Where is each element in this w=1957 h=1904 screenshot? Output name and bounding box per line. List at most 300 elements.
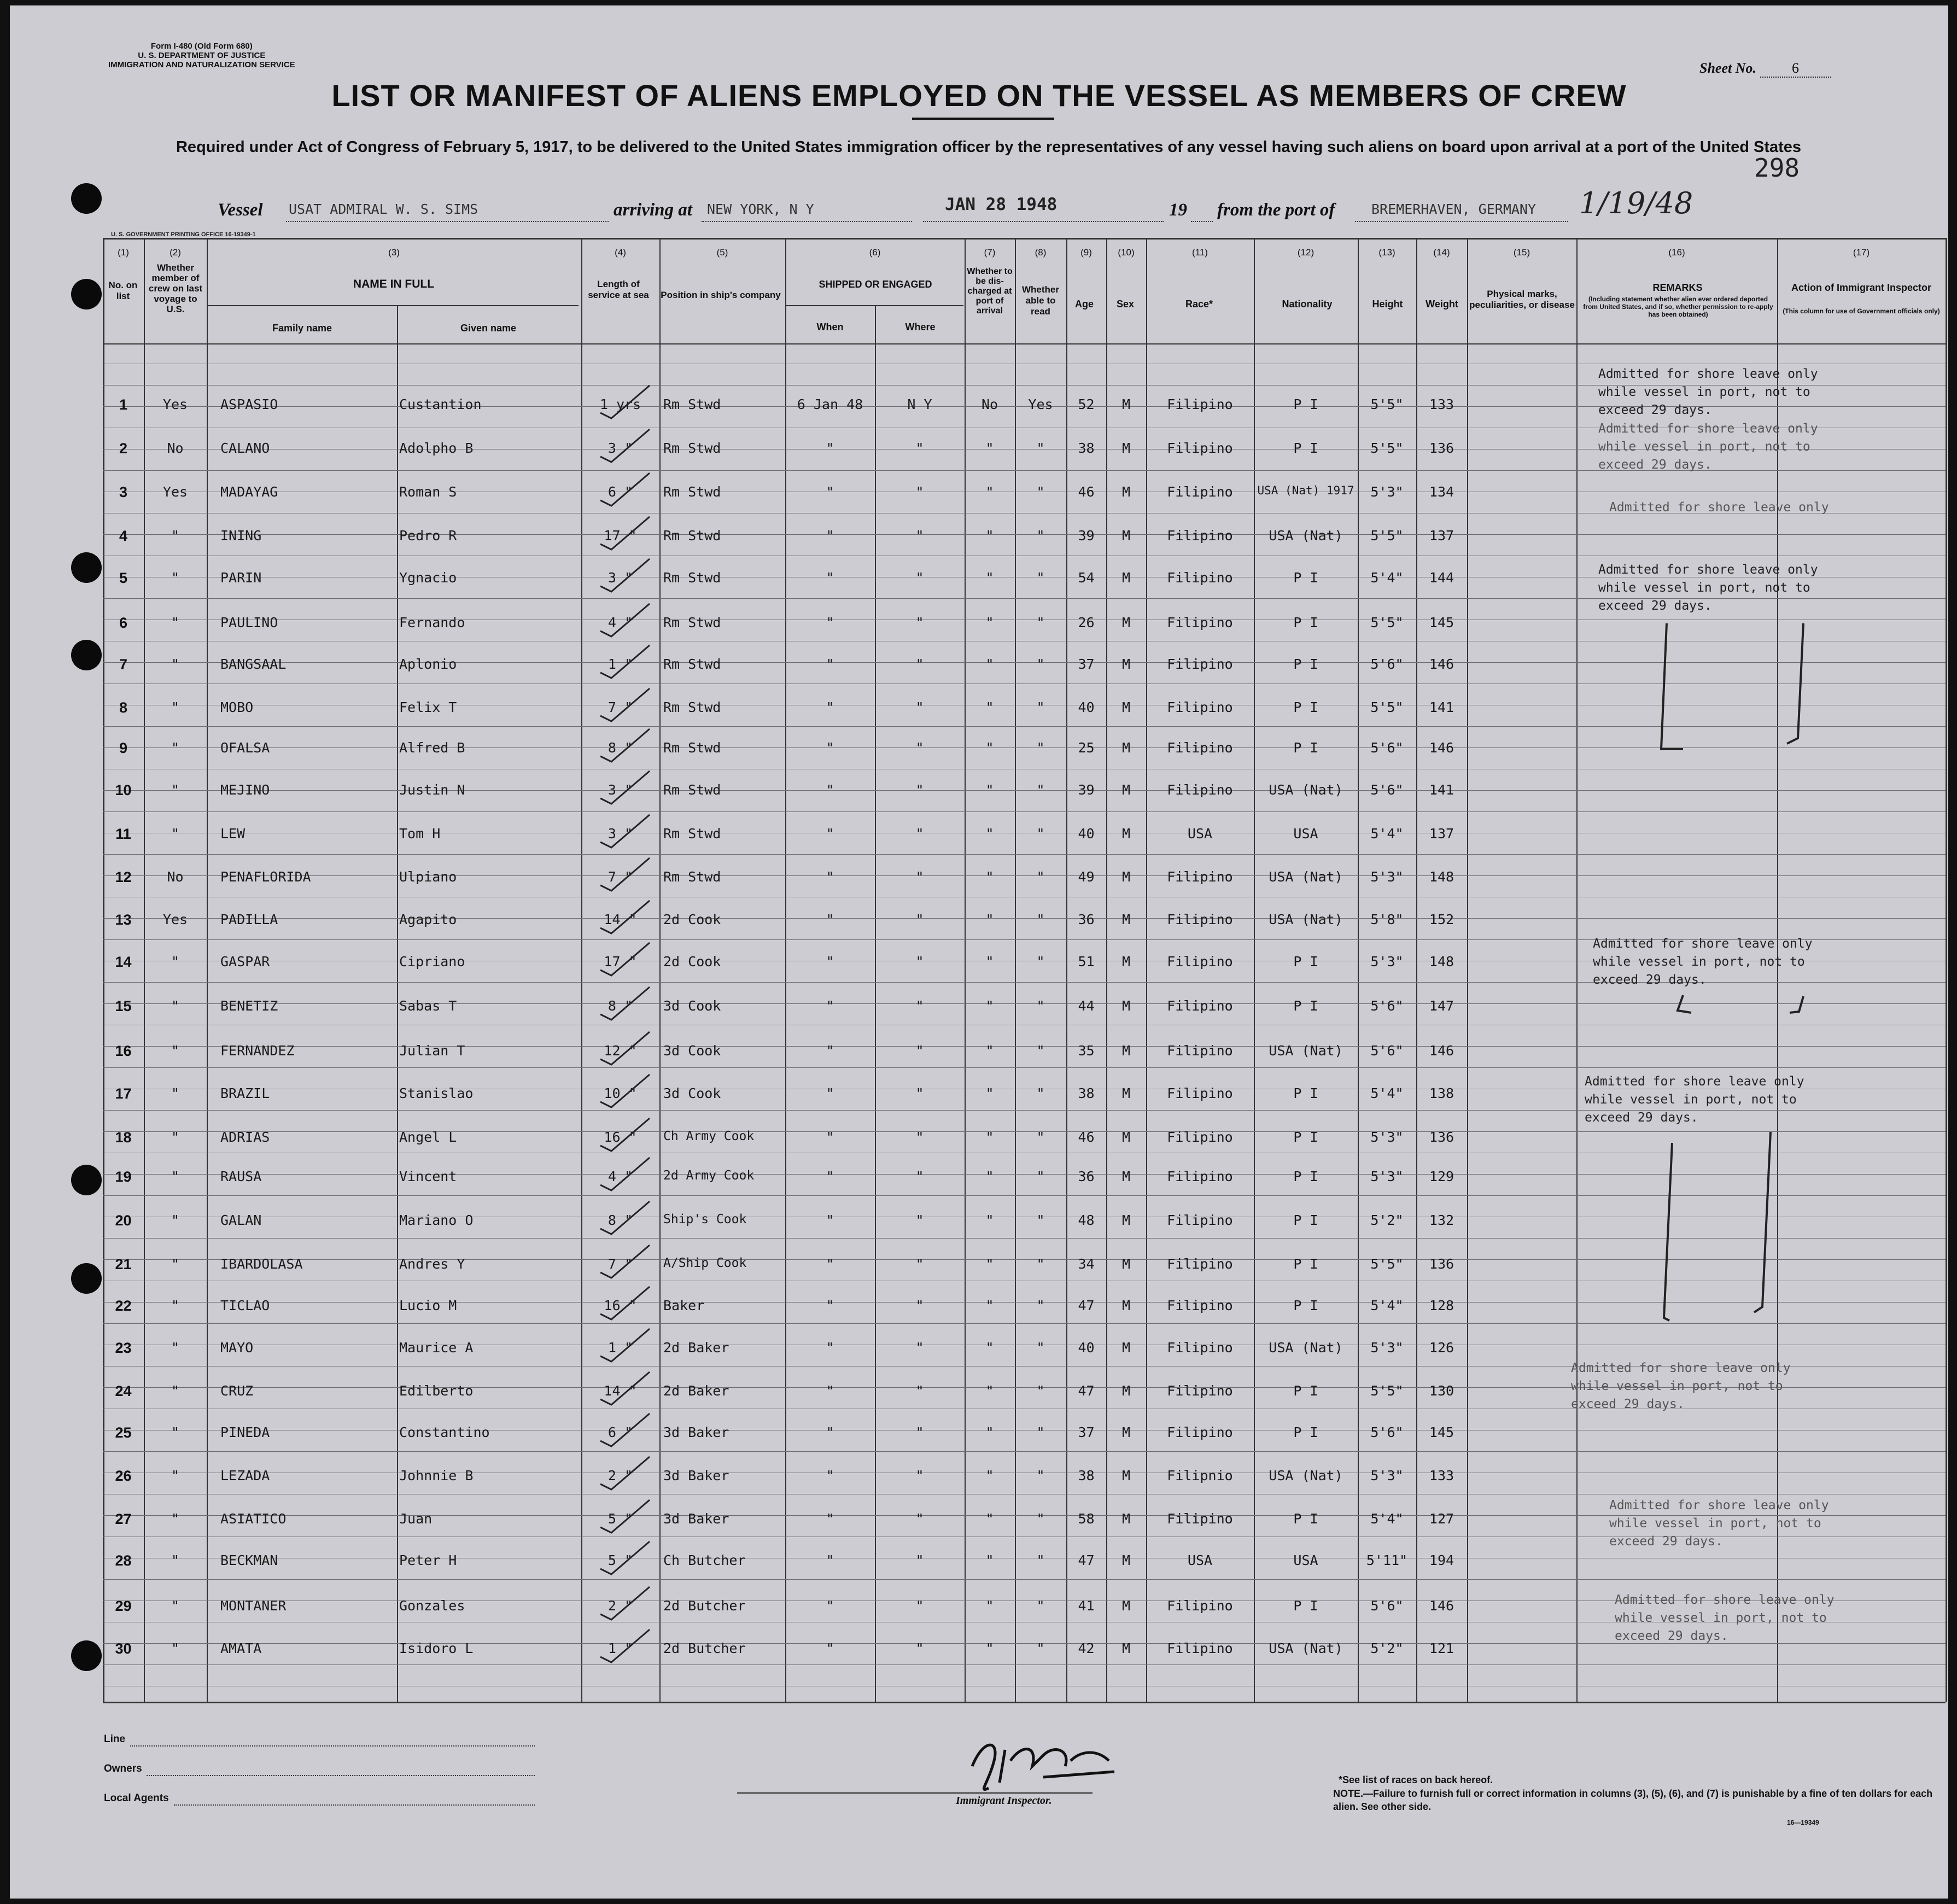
handwritten-date: 1/19/48 [1579,186,1693,220]
cell-race: Filipino [1167,484,1233,500]
cell-position: Rm Stwd [663,396,721,412]
hdr-whether-member: Whether member of crew on last voyage to U.S. [148,262,203,314]
cell-nat: P I [1293,1298,1318,1313]
cell-read: " [1036,740,1045,756]
cell-position: A/Ship Cook [663,1256,747,1270]
column-number: (6) [869,247,881,258]
cell-age: 40 [1078,1340,1095,1356]
column-number: (11) [1192,247,1208,258]
remark-stamp: Admitted for shore leave only while vessel in port, not to exceed 29 days. [1615,1593,1835,1643]
arriving-label: arriving at [614,200,692,220]
cell-weight: 134 [1429,484,1454,500]
punch-hole [71,183,102,214]
cell-read: " [1036,440,1045,456]
cell-when: " [826,1212,834,1228]
cell-height: 5'3" [1370,484,1404,500]
cell-height: 5'5" [1370,1256,1404,1272]
cell-member: Yes [162,912,188,927]
cell-nat: P I [1293,954,1318,969]
cell-given: Roman S [399,484,457,500]
column-number: (2) [170,247,181,258]
cell-n: 1 [119,396,128,413]
cell-weight: 145 [1429,1424,1454,1440]
year-label: 19 [1169,200,1187,220]
cell-given: Sabas T [399,998,457,1014]
cell-n: 20 [115,1212,132,1229]
cell-n: 8 [119,699,128,716]
cell-when: " [826,699,834,715]
from-port-label: from the port of [1217,200,1335,220]
cell-member: " [171,1340,180,1356]
cell-member: " [171,699,180,715]
cell-position: Rm Stwd [663,484,721,500]
cell-n: 25 [115,1424,132,1441]
cell-when: " [826,440,834,456]
cell-age: 46 [1078,484,1095,500]
cell-given: Juan [399,1511,433,1527]
cell-member: " [171,1085,180,1101]
cell-service: 7 " [607,869,633,885]
form-identifier [108,42,295,69]
cell-height: 5'6" [1370,782,1404,798]
cell-disch: " [985,1256,994,1272]
cell-weight: 121 [1429,1640,1454,1656]
cell-position: Ship's Cook [663,1212,747,1226]
cell-when: " [826,656,834,672]
cell-race: Filipino [1167,1256,1233,1272]
cell-sex: M [1121,954,1131,969]
cell-given: Angel L [399,1129,457,1145]
cell-read: " [1036,570,1045,586]
remark-stamp: Admitted for shore leave only while vessel in port, not to exceed 29 days. [1593,937,1813,987]
cell-position: 3d Cook [663,1085,721,1101]
cell-sex: M [1121,656,1131,672]
cell-where: " [915,782,924,798]
cell-family: GALAN [220,1212,262,1228]
cell-family: FERNANDEZ [220,1043,295,1059]
cell-weight: 132 [1429,1212,1454,1228]
cell-read: " [1036,656,1045,672]
cell-when: " [826,782,834,798]
cell-member: " [171,615,180,630]
cell-weight: 152 [1429,912,1454,927]
year-dotline [1191,220,1213,222]
signature-rule [737,1792,1093,1794]
cell-nat: P I [1293,699,1318,715]
cell-family: RAUSA [220,1169,262,1184]
cell-sex: M [1121,615,1131,630]
cell-member: " [171,1043,180,1059]
cell-race: Filipino [1167,1043,1233,1059]
remark-stamp: Admitted for shore leave only while vessel in port, not to exceed 29 days. [1585,1074,1804,1125]
cell-n: 4 [119,528,128,544]
cell-family: MOBO [220,699,254,715]
vessel-name: USAT ADMIRAL W. S. SIMS [289,201,478,217]
vessel-label: Vessel [218,200,263,220]
cell-height: 5'5" [1370,440,1404,456]
cell-disch: No [981,396,998,412]
remark-stamp: Admitted for shore leave only while vessel in port, not to exceed 29 days. [1598,563,1818,613]
cell-read: " [1036,1085,1045,1101]
cell-nat: USA (Nat) [1269,1043,1343,1059]
cell-service: 10 " [604,1085,637,1101]
cell-member: " [171,740,180,756]
column-number: (14) [1433,247,1450,258]
cell-race: Filipino [1167,912,1233,927]
cell-family: LEW [220,826,246,842]
cell-weight: 126 [1429,1340,1454,1356]
cell-disch: " [985,528,994,544]
gpo-line: U. S. GOVERNMENT PRINTING OFFICE 16-19349-1 [111,231,256,238]
sheet-number-value: 6 [1760,60,1831,78]
cell-member: " [171,1212,180,1228]
cell-given: Stanislao [399,1085,474,1101]
column-number: (1) [118,247,129,258]
cell-position: 3d Baker [663,1468,729,1484]
cell-nat: P I [1293,1212,1318,1228]
cell-where: " [915,826,924,842]
hdr-sex: Sex [1116,299,1135,309]
cell-member: " [171,528,180,544]
cell-disch: " [985,615,994,630]
cell-read: " [1036,615,1045,630]
hdr-position: Position in ship's company [661,290,781,300]
cell-disch: " [985,826,994,842]
punch-hole [71,1263,102,1294]
agents-dotline [174,1803,535,1806]
cell-service: 8 " [607,740,633,756]
cell-family: MADAYAG [220,484,278,500]
column-number: (8) [1035,247,1047,258]
cell-race: Filipino [1167,615,1233,630]
cell-family: BECKMAN [220,1552,278,1568]
cell-service: 17 " [604,528,637,544]
cell-family: ADRIAS [220,1129,270,1145]
cell-sex: M [1121,869,1131,885]
cell-weight: 129 [1429,1169,1454,1184]
cell-race: Filipino [1167,699,1233,715]
cell-n: 29 [115,1598,132,1614]
line-dotline [130,1744,535,1747]
cell-family: BENETIZ [220,998,278,1014]
cell-age: 47 [1078,1298,1095,1313]
cell-family: PARIN [220,570,262,586]
cell-nat: P I [1293,1256,1318,1272]
cell-service: 17 " [604,954,637,969]
cell-member: " [171,1468,180,1484]
from-port-dotline [1355,220,1568,222]
cell-service: 1 " [607,656,633,672]
cell-read: " [1036,1640,1045,1656]
cell-given: Julian T [399,1043,465,1059]
cell-height: 5'2" [1370,1212,1404,1228]
cell-service: 6 " [607,484,633,500]
cell-where: " [915,1129,924,1145]
cell-race: Filipino [1167,1511,1233,1527]
cell-age: 40 [1078,826,1095,842]
cell-height: 5'3" [1370,954,1404,969]
cell-service: 8 " [607,998,633,1014]
cell-given: Agapito [399,912,457,927]
cell-race: USA [1187,826,1213,842]
cell-position: Rm Stwd [663,570,721,586]
penalty-note: NOTE.—Failure to furnish full or correct information in columns (3), (5), (6), and (7) is punishable by a fine of ten dollars for each alien. See other side. [1333,1788,1933,1812]
cell-member: " [171,570,180,586]
cell-n: 7 [119,656,128,673]
cell-weight: 194 [1429,1552,1454,1568]
cell-age: 37 [1078,656,1095,672]
cell-height: 5'3" [1370,1468,1404,1484]
cell-when: " [826,1169,834,1184]
cell-n: 6 [119,615,128,631]
sheet-label: Sheet No. [1699,60,1756,76]
stamp-number: 298 [1754,153,1800,183]
arriving-port: NEW YORK, N Y [707,201,814,217]
hdr-remarks: REMARKS [1652,282,1703,293]
cell-member: Yes [162,484,188,500]
remark-stamp: Admitted for shore leave only while vessel in port, not to exceed 29 days. [1609,1498,1829,1549]
cell-position: 2d Baker [663,1340,729,1356]
service-name: IMMIGRATION AND NATURALIZATION SERVICE [108,60,295,69]
cell-read: " [1036,699,1045,715]
cell-member: " [171,1298,180,1313]
cell-given: Johnnie B [399,1468,474,1484]
cell-age: 36 [1078,1169,1095,1184]
cell-sex: M [1121,1511,1131,1527]
cell-height: 5'5" [1370,615,1404,630]
cell-n: 2 [119,440,128,457]
cell-sex: M [1121,1598,1131,1614]
cell-nat: USA (Nat) 1917 [1257,484,1354,497]
column-rule [1946,238,1947,1702]
hdr-length-service: Length of service at sea [588,279,649,300]
cell-family: INING [220,528,262,544]
cell-nat: USA (Nat) [1269,1468,1343,1484]
cell-age: 36 [1078,912,1095,927]
hdr-discharged: Whether to be dis-charged at port of arrival [967,267,1013,316]
cell-sex: M [1121,912,1131,927]
cell-n: 12 [115,869,132,885]
cell-where: " [915,869,924,885]
cell-read: " [1036,782,1045,798]
cell-disch: " [985,699,994,715]
column-number: (3) [388,247,400,258]
cell-sex: M [1121,1383,1131,1399]
cell-age: 39 [1078,528,1095,544]
cell-age: 40 [1078,699,1095,715]
cell-height: 5'8" [1370,912,1404,927]
cell-sex: M [1121,1468,1131,1484]
cell-age: 44 [1078,998,1095,1014]
cell-weight: 136 [1429,440,1454,456]
cell-nat: P I [1293,1424,1318,1440]
cell-disch: " [985,998,994,1014]
cell-where: N Y [907,396,932,412]
ledger-rule [103,1664,1946,1665]
cell-where: " [915,1383,924,1399]
cell-where: " [915,699,924,715]
cell-when: " [826,1256,834,1272]
cell-position: Rm Stwd [663,782,721,798]
cell-age: 38 [1078,440,1095,456]
cell-nat: USA (Nat) [1269,869,1343,885]
cell-n: 30 [115,1640,132,1657]
cell-given: Felix T [399,699,457,715]
cell-nat: USA [1293,1552,1318,1568]
cell-age: 42 [1078,1640,1095,1656]
cell-given: Adolpho B [399,440,474,456]
name-header-rule [207,305,579,306]
cell-service: 3 " [607,570,633,586]
cell-height: 5'4" [1370,1298,1404,1313]
cell-family: GASPAR [220,954,270,969]
cell-position: Rm Stwd [663,440,721,456]
cell-when: " [826,484,834,500]
cell-where: " [915,528,924,544]
cell-nat: USA (Nat) [1269,782,1343,798]
cell-race: Filipino [1167,1298,1233,1313]
inspector-label: Immigrant Inspector. [956,1795,1052,1807]
cell-age: 39 [1078,782,1095,798]
cell-disch: " [985,1129,994,1145]
cell-sex: M [1121,528,1131,544]
cell-weight: 137 [1429,826,1454,842]
date-dotline [923,220,1164,222]
cell-service: 7 " [607,699,633,715]
owners-label: Owners [104,1763,142,1774]
cell-age: 49 [1078,869,1095,885]
cell-height: 5'11" [1366,1552,1408,1568]
cell-where: " [915,1085,924,1101]
cell-race: Filipino [1167,998,1233,1014]
cell-height: 5'5" [1370,699,1404,715]
hdr-family-name: Family name [272,323,332,334]
cell-sex: M [1121,782,1131,798]
cell-height: 5'3" [1370,869,1404,885]
column-number: (10) [1118,247,1135,258]
cell-position: 3d Cook [663,1043,721,1059]
cell-where: " [915,1511,924,1527]
cell-weight: 127 [1429,1511,1454,1527]
cell-age: 52 [1078,396,1095,412]
column-rule [1467,238,1468,1702]
cell-n: 17 [115,1085,132,1102]
cell-position: Baker [663,1298,705,1313]
cell-where: " [915,1340,924,1356]
cell-given: Constantino [399,1424,490,1440]
hdr-height: Height [1372,299,1403,309]
department-name: U. S. DEPARTMENT OF JUSTICE [138,51,266,60]
cell-n: 11 [115,826,131,842]
cell-service: 14 " [604,1383,637,1399]
ledger-rule [103,1451,1946,1452]
cell-position: Ch Army Cook [663,1129,755,1143]
cell-where: " [915,1298,924,1313]
cell-height: 5'3" [1370,1169,1404,1184]
arriving-dotline [702,220,912,222]
cell-service: 5 " [607,1511,633,1527]
cell-disch: " [985,1598,994,1614]
cell-given: Custantion [399,396,482,412]
cell-when: " [826,1511,834,1527]
cell-height: 5'4" [1370,1511,1404,1527]
cell-position: 3d Cook [663,998,721,1014]
cell-sex: M [1121,826,1131,842]
cell-race: Filipino [1167,1085,1233,1101]
cell-when: " [826,1043,834,1059]
column-number: (15) [1513,247,1530,258]
cell-position: Ch Butcher [663,1552,746,1568]
cell-disch: " [985,1212,994,1228]
cell-sex: M [1121,1298,1131,1313]
cell-n: 24 [115,1383,132,1399]
cell-read: " [1036,484,1045,500]
cell-family: TICLAO [220,1298,270,1313]
cell-when: " [826,869,834,885]
cell-member: No [167,869,184,885]
cell-age: 47 [1078,1383,1095,1399]
cell-weight: 141 [1429,782,1454,798]
cell-service: 5 " [607,1552,633,1568]
cell-sex: M [1121,1212,1131,1228]
cell-when: " [826,1129,834,1145]
cell-where: " [915,1468,924,1484]
table-top-rule [103,238,1946,240]
cell-family: ASIATICO [220,1511,287,1527]
cell-n: 5 [119,570,128,586]
cell-height: 5'5" [1370,1383,1404,1399]
cell-where: " [915,1256,924,1272]
cell-when: " [826,912,834,927]
page-subtitle: Required under Act of Congress of February 5, 1917, to be delivered to the United States immigration officer by the representatives of any vessel having such aliens on board upon arrival at a port of the United States [176,138,1802,156]
cell-family: PINEDA [220,1424,270,1440]
cell-family: BANGSAAL [220,656,287,672]
cell-member: " [171,656,180,672]
cell-weight: 130 [1429,1383,1454,1399]
column-number: (13) [1378,247,1395,258]
cell-weight: 141 [1429,699,1454,715]
cell-race: Filipino [1167,570,1233,586]
cell-height: 5'3" [1370,1129,1404,1145]
cell-member: " [171,1129,180,1145]
cell-age: 46 [1078,1129,1095,1145]
cell-disch: " [985,1640,994,1656]
cell-sex: M [1121,1552,1131,1568]
cell-when: " [826,1640,834,1656]
cell-family: PENAFLORIDA [220,869,311,885]
cell-given: Edilberto [399,1383,474,1399]
shipped-header-rule [785,305,963,306]
cell-member: " [171,782,180,798]
cell-family: PADILLA [220,912,278,927]
cell-nat: P I [1293,396,1318,412]
tick-marks [584,361,693,1728]
hdr-action: Action of Immigrant Inspector [1791,282,1932,293]
cell-nat: P I [1293,656,1318,672]
cell-n: 14 [115,954,132,970]
cell-race: Filipino [1167,1340,1233,1356]
cell-sex: M [1121,484,1131,500]
remark-brackets [1574,607,1825,1372]
cell-weight: 137 [1429,528,1454,544]
cell-nat: USA (Nat) [1269,528,1343,544]
cell-where: " [915,1043,924,1059]
cell-when: " [826,528,834,544]
cell-disch: " [985,912,994,927]
cell-read: " [1036,528,1045,544]
inspector-signature [961,1728,1125,1799]
column-number: (16) [1668,247,1685,258]
